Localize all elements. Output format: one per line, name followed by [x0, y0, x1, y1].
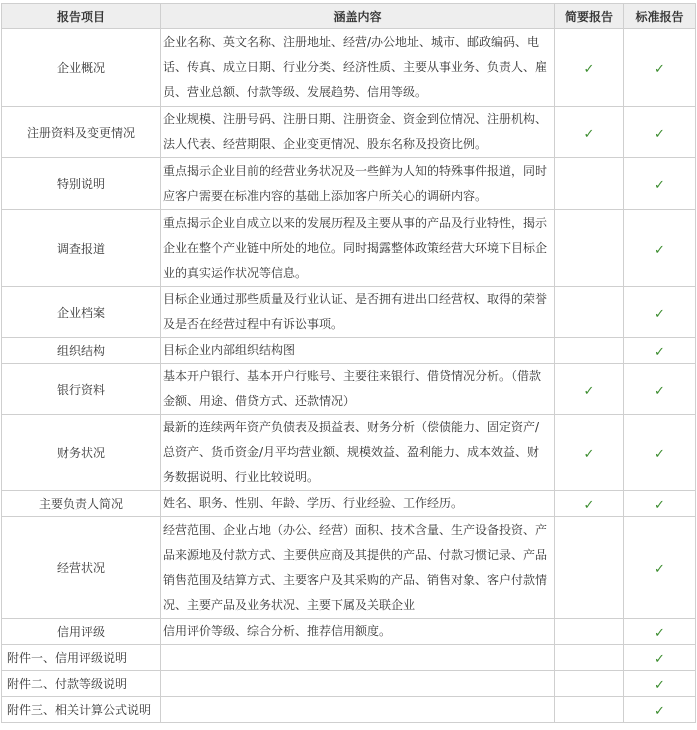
report-item-name: 主要负责人简况 — [2, 491, 161, 517]
report-item-content: 重点揭示企业自成立以来的发展历程及主要从事的产品及行业特性，揭示企业在整个产业链中所处的地位。同时揭露整体政策经营大环境下目标企业的真实运作状况等信息。 — [161, 210, 555, 287]
report-item-name: 调查报道 — [2, 210, 161, 287]
standard-report-cell — [624, 210, 696, 287]
check-icon: ✓ — [583, 447, 595, 462]
report-item-name: 注册资料及变更情况 — [2, 107, 161, 158]
table-row — [2, 107, 696, 158]
standard-report-cell — [624, 338, 696, 364]
standard-report-cell — [624, 671, 696, 697]
check-icon: ✓ — [654, 306, 665, 322]
check-icon: ✓ — [654, 383, 665, 399]
table-row — [2, 645, 696, 671]
check-icon: ✓ — [583, 62, 595, 77]
report-item-content: 经营范围、企业占地（办公、经营）面积、技术含量、生产设备投资、产品来源地及付款方式、主要供应商及其提供的产品、付款习惯记录、产品销售范围及结算方式、主要客户及其采购的产品、销售对象、客户付款情况、主要产品及业务状况、主要下属及关联企业 — [161, 517, 555, 619]
table-row — [2, 517, 696, 619]
check-icon: ✓ — [654, 447, 665, 462]
report-item-content: 企业名称、英文名称、注册地址、经营/办公地址、城市、邮政编码、电话、传真、成立日期、行业分类、经济性质、主要从事业务、负责人、雇员、营业总额、付款等级、发展趋势、信用等级。 — [161, 29, 555, 107]
standard-report-cell — [624, 158, 696, 210]
standard-report-cell — [624, 287, 696, 338]
report-item-name: 附件二、付款等级说明 — [2, 671, 161, 697]
report-item-name: 组织结构 — [2, 338, 161, 364]
check-icon: ✓ — [654, 704, 665, 719]
standard-report-cell — [624, 107, 696, 158]
table-row — [2, 364, 696, 415]
table-row — [2, 415, 696, 491]
report-item-name: 附件三、相关计算公式说明 — [2, 697, 161, 723]
brief-report-cell — [555, 158, 624, 210]
check-icon: ✓ — [654, 562, 665, 577]
report-item-content: 基本开户银行、基本开户行账号、主要往来银行、借贷情况分析。（借款金额、用途、借贷方式、还款情况） — [161, 364, 555, 415]
report-item-name: 企业档案 — [2, 287, 161, 338]
report-item-name: 附件一、信用评级说明 — [2, 645, 161, 671]
table-header-row — [2, 4, 696, 29]
report-item-name: 特别说明 — [2, 158, 161, 210]
brief-report-cell — [555, 364, 624, 415]
standard-report-cell — [624, 29, 696, 107]
check-icon: ✓ — [654, 626, 665, 641]
table-row — [2, 619, 696, 645]
report-item-content — [161, 697, 555, 723]
brief-report-cell — [555, 107, 624, 158]
table-row — [2, 697, 696, 723]
report-item-content: 重点揭示企业目前的经营业务状况及一些鲜为人知的特殊事件报道，同时应客户需要在标准内容的基础上添加客户所关心的调研内容。 — [161, 158, 555, 210]
table-body — [2, 29, 696, 723]
standard-report-cell — [624, 697, 696, 723]
report-item-content: 企业规模、注册号码、注册日期、注册资金、资金到位情况、注册机构、法人代表、经营期限、企业变更情况、股东名称及投资比例。 — [161, 107, 555, 158]
report-item-content: 姓名、职务、性别、年龄、学历、行业经验、工作经历。 — [161, 491, 555, 517]
report-item-content — [161, 645, 555, 671]
brief-report-cell — [555, 29, 624, 107]
brief-report-cell — [555, 671, 624, 697]
header-standard-report: 标准报告 — [624, 4, 696, 29]
report-item-content: 目标企业内部组织结构图 — [161, 338, 555, 364]
check-icon: ✓ — [654, 126, 665, 142]
table-row — [2, 158, 696, 210]
brief-report-cell — [555, 645, 624, 671]
check-icon: ✓ — [654, 242, 665, 258]
check-icon: ✓ — [583, 383, 595, 399]
brief-report-cell — [555, 415, 624, 491]
brief-report-cell — [555, 210, 624, 287]
report-item-content: 最新的连续两年资产负债表及损益表、财务分析（偿债能力、固定资产/总资产、货币资金/月平均营业额、规模效益、盈利能力、成本效益、财务数据说明、行业比较说明。 — [161, 415, 555, 491]
standard-report-cell — [624, 415, 696, 491]
table-row — [2, 338, 696, 364]
standard-report-cell — [624, 645, 696, 671]
report-item-name: 财务状况 — [2, 415, 161, 491]
standard-report-cell — [624, 364, 696, 415]
standard-report-cell — [624, 491, 696, 517]
check-icon: ✓ — [583, 498, 595, 513]
report-item-name: 银行资料 — [2, 364, 161, 415]
report-item-name: 经营状况 — [2, 517, 161, 619]
standard-report-cell — [624, 619, 696, 645]
brief-report-cell — [555, 338, 624, 364]
check-icon: ✓ — [654, 678, 665, 693]
table-row — [2, 29, 696, 107]
brief-report-cell — [555, 517, 624, 619]
table-row — [2, 491, 696, 517]
report-item-content: 信用评价等级、综合分析、推荐信用额度。 — [161, 619, 555, 645]
report-items-table — [1, 3, 696, 723]
check-icon: ✓ — [654, 345, 665, 360]
standard-report-cell — [624, 517, 696, 619]
table-row — [2, 210, 696, 287]
check-icon: ✓ — [654, 178, 665, 193]
table-row — [2, 287, 696, 338]
report-item-content — [161, 671, 555, 697]
brief-report-cell — [555, 287, 624, 338]
header-content: 涵盖内容 — [161, 4, 555, 29]
check-icon: ✓ — [654, 498, 665, 513]
brief-report-cell — [555, 619, 624, 645]
brief-report-cell — [555, 491, 624, 517]
report-item-content: 目标企业通过那些质量及行业认证、是否拥有进出口经营权、取得的荣誉及是否在经营过程中有诉讼事项。 — [161, 287, 555, 338]
header-report-item: 报告项目 — [2, 4, 161, 29]
brief-report-cell — [555, 697, 624, 723]
report-item-name: 信用评级 — [2, 619, 161, 645]
table-row — [2, 671, 696, 697]
check-icon: ✓ — [583, 126, 595, 142]
check-icon: ✓ — [654, 652, 665, 667]
report-item-name: 企业概况 — [2, 29, 161, 107]
header-brief-report: 简要报告 — [555, 4, 624, 29]
check-icon: ✓ — [654, 62, 665, 77]
